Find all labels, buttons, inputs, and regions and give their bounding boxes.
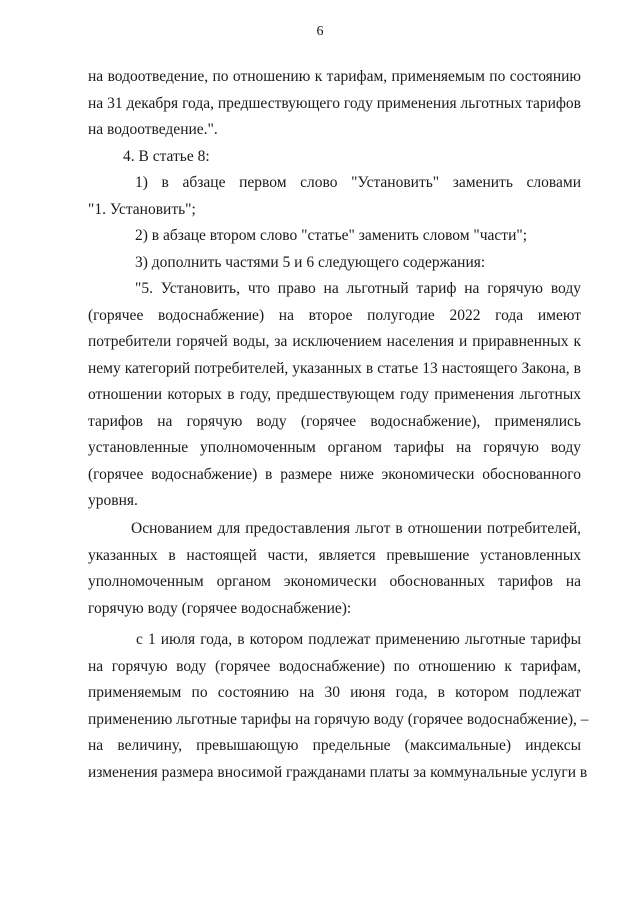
text-line: нему категорий потребителей, указанных в статье 13 настоящего Закона, в [88, 359, 581, 377]
page-number: 6 [316, 24, 324, 39]
text-line: уровня. [88, 492, 138, 509]
text-line: отношении которых в году, предшествующем году применения льготных [88, 386, 581, 403]
text-line: изменения размера вносимой гражданами платы за коммунальные услуги в [88, 763, 588, 781]
text-line: на 31 декабря года, предшествующего году применения льготных тарифов [88, 94, 581, 112]
text-line: указанных в настоящей части, является превышение установленных [88, 546, 581, 564]
text-line: "5. Установить, что право на льготный тариф на горячую воду [135, 280, 581, 297]
text-line: уполномоченным органом экономически обоснованных тарифов на [88, 573, 581, 590]
text-line: потребители горячей воды, за исключением населения и приравненных к [88, 333, 581, 350]
document-body [88, 64, 589, 786]
text-line: горячую воду (горячее водоснабжение): [88, 599, 352, 617]
text-line: применяемым по состоянию на 30 июня года, в котором подлежат [88, 684, 581, 701]
text-line: 4. В статье 8: [123, 147, 210, 165]
text-line: (горячее водоснабжение) на второе полугодие 2022 года имеют [88, 306, 581, 324]
text-line: с 1 июля года, в котором подлежат применению льготные тарифы [136, 631, 581, 648]
text-line: тарифов на горячую воду (горячее водоснабжение), применялись [88, 412, 581, 430]
text-line: (горячее водоснабжение) в размере ниже экономически обоснованного [88, 465, 581, 483]
text-line: применению льготные тарифы на горячую воду (горячее водоснабжение), – [88, 710, 589, 728]
text-line: установленные уполномоченным органом тарифы на горячую воду [88, 439, 581, 456]
text-line: на величину, превышающую предельные (максимальные) индексы [88, 737, 581, 754]
text-line: 2) в абзаце втором слово "статье" заменить словом "части"; [135, 227, 528, 244]
text-line: Основанием для предоставления льгот в отношении потребителей, [131, 520, 581, 537]
text-line: на горячую воду (горячее водоснабжение) по отношению к тарифам, [88, 657, 581, 675]
text-line: 1) в абзаце первом слово "Установить" заменить словами [135, 174, 581, 191]
text-line: на водоотведение, по отношению к тарифам, применяемым по состоянию [88, 68, 581, 85]
text-line: на водоотведение.". [88, 121, 218, 138]
text-line: 3) дополнить частями 5 и 6 следующего содержания: [135, 253, 486, 271]
text-line: "1. Установить"; [88, 200, 196, 218]
